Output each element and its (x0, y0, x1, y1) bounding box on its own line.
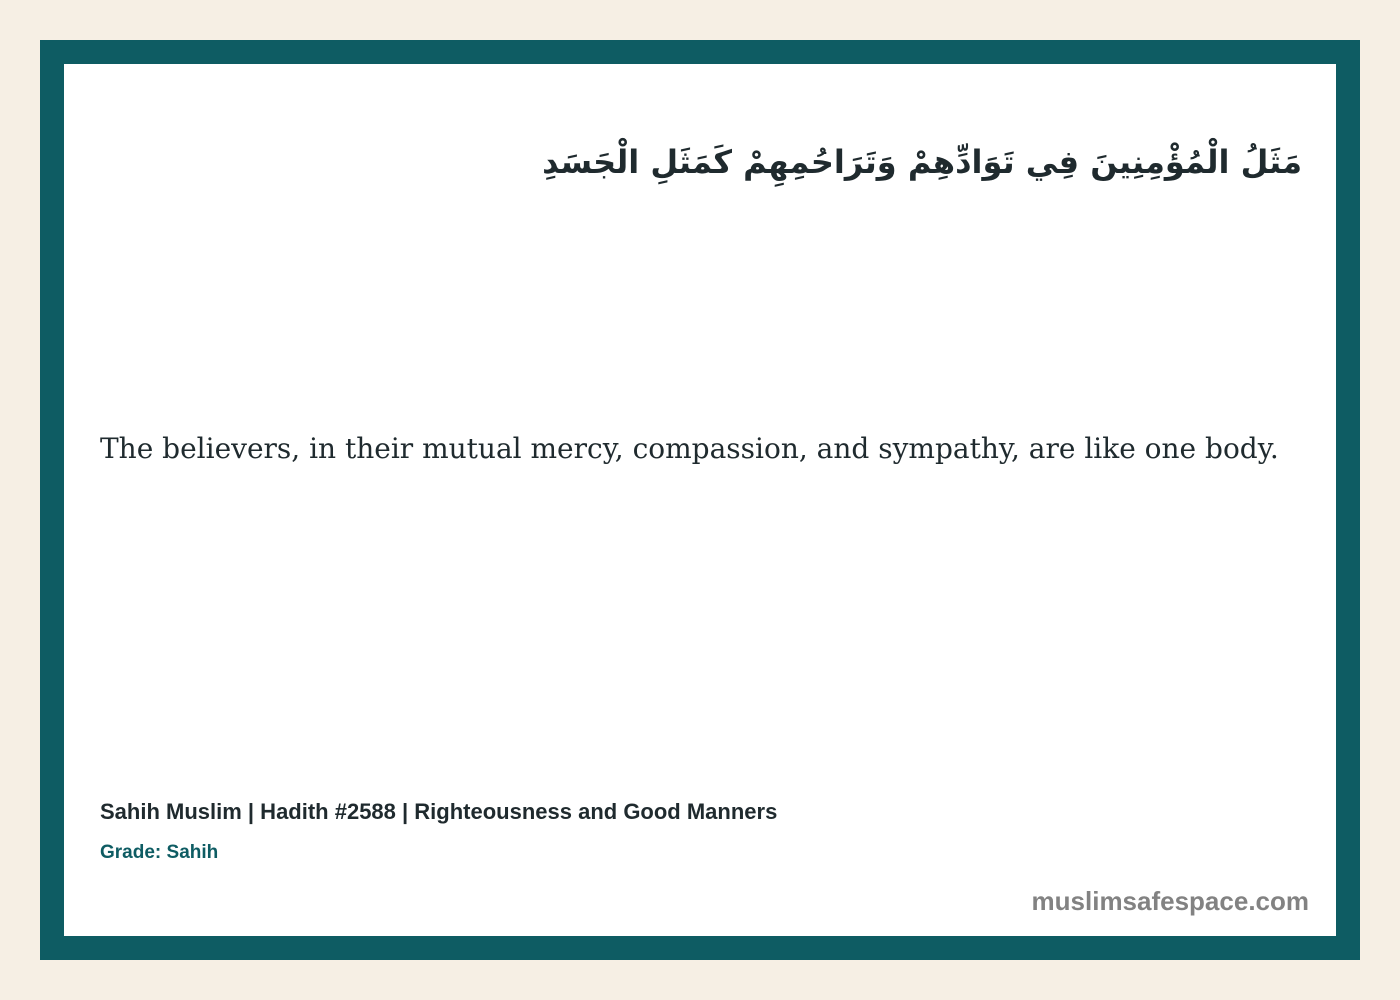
card-frame (40, 40, 1360, 960)
hadith-card (64, 64, 1336, 936)
source-reference: Sahih Muslim | Hadith #2588 | Righteousness and Good Manners (100, 799, 778, 824)
grade-label: Grade: Sahih (100, 842, 219, 863)
arabic-text: مَثَلُ الْمُؤْمِنِينَ فِي تَوَادِّهِمْ وَتَرَاحُمِهِمْ كَمَثَلِ الْجَسَدِ (542, 143, 1302, 181)
translation-text: The believers, in their mutual mercy, compassion, and sympathy, are like one body. (100, 432, 1279, 465)
site-watermark: muslimsafespace.com (1031, 886, 1309, 916)
